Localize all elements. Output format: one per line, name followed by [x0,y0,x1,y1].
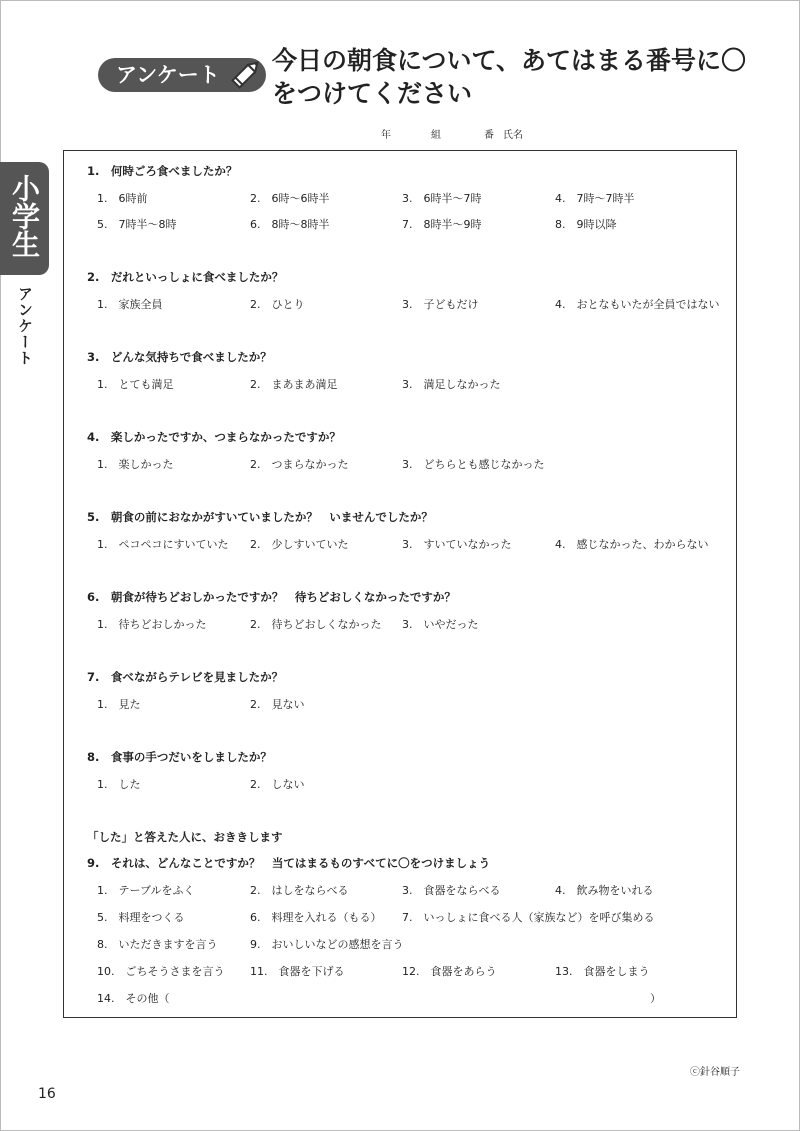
section-label: アンケート [16,286,34,366]
number-label: 番 [484,130,494,141]
q3-option-2[interactable]: 2. まあまあ満足 [250,378,338,391]
q5-option-3[interactable]: 3. すいていなかった [402,538,512,551]
q9-note: 「した」と答えた人に、おききします [87,830,283,844]
q9-option-10[interactable]: 10. ごちそうさまを言う [97,965,225,978]
question-4: 4. 楽しかったですか、つまらなかったですか？ [87,430,341,444]
q5-option-1[interactable]: 1. ペコペコにすいていた [97,538,229,551]
q9-option-5[interactable]: 5. 料理をつくる [97,911,185,924]
q1-option-6[interactable]: 6. 8時～8時半 [250,218,330,231]
q9-option-2[interactable]: 2. はしをならべる [250,884,349,897]
question-1: 1. 何時ごろ食べましたか？ [87,164,238,178]
q1-option-5[interactable]: 5. 7時半～8時 [97,218,177,231]
q1-option-2[interactable]: 2. 6時～6時半 [250,192,330,205]
q8-option-2[interactable]: 2. しない [250,778,305,791]
q4-option-2[interactable]: 2. つまらなかった [250,458,349,471]
q3-option-1[interactable]: 1. とても満足 [97,378,174,391]
q9-option-7[interactable]: 7. いっしょに食べる人（家族など）を呼び集める [402,911,655,924]
q9-option-4[interactable]: 4. 飲み物をいれる [555,884,654,897]
question-7: 7. 食べながらテレビを見ましたか？ [87,670,284,684]
category-tab-label: 小学生 [8,174,41,258]
q2-option-2[interactable]: 2. ひとり [250,298,305,311]
copyright-credit: ⓒ針谷順子 [690,1067,740,1078]
q1-option-1[interactable]: 1. 6時前 [97,192,148,205]
q2-option-3[interactable]: 3. 子どもだけ [402,298,479,311]
q9-option-14-close: ） [650,992,661,1005]
q9-option-8[interactable]: 8. いただきますを言う [97,938,218,951]
question-6: 6. 朝食が待ちどおしかったですか？ 待ちどおしくなかったですか？ [87,590,456,604]
q5-option-4[interactable]: 4. 感じなかった、わからない [555,538,709,551]
q2-option-1[interactable]: 1. 家族全員 [97,298,163,311]
q9-option-1[interactable]: 1. テーブルをふく [97,884,195,897]
question-8: 8. 食事の手つだいをしましたか？ [87,750,272,764]
q8-option-1[interactable]: 1. した [97,778,141,791]
q7-option-1[interactable]: 1. 見た [97,698,141,711]
q9-option-12[interactable]: 12. 食器をあらう [402,965,497,978]
q6-option-3[interactable]: 3. いやだった [402,618,479,631]
q9-option-9[interactable]: 9. おいしいなどの感想を言う [250,938,404,951]
question-3: 3. どんな気持ちで食べましたか？ [87,350,272,364]
q4-option-3[interactable]: 3. どちらとも感じなかった [402,458,545,471]
category-tab [0,162,49,275]
q9-option-6[interactable]: 6. 料理を入れる（もる） [250,911,382,924]
q7-option-2[interactable]: 2. 見ない [250,698,305,711]
q1-option-8[interactable]: 8. 9時以降 [555,218,617,231]
pencil-icon [226,54,266,94]
q9-option-3[interactable]: 3. 食器をならべる [402,884,501,897]
survey-badge: アンケート [98,58,266,92]
q9-option-11[interactable]: 11. 食器を下げる [250,965,345,978]
class-label: 組 [431,130,441,141]
question-2: 2. だれといっしょに食べましたか？ [87,270,284,284]
q6-option-1[interactable]: 1. 待ちどおしかった [97,618,207,631]
q1-option-3[interactable]: 3. 6時半～7時 [402,192,482,205]
q9-option-14[interactable]: 14. その他（ [97,992,170,1005]
q9-option-13[interactable]: 13. 食器をしまう [555,965,650,978]
question-9: 9. それは、どんなことですか？ 当てはまるものすべてに〇をつけましょう [87,856,491,870]
q6-option-2[interactable]: 2. 待ちどおしくなかった [250,618,382,631]
question-5: 5. 朝食の前におなかがすいていましたか？ いませんでしたか？ [87,510,433,524]
q5-option-2[interactable]: 2. 少しすいていた [250,538,349,551]
grade-label: 年 [381,130,391,141]
q2-option-4[interactable]: 4. おとなもいたが全員ではない [555,298,720,311]
name-label: 氏名 [503,130,523,141]
page-title: 今日の朝食について、あてはまる番号に〇をつけてください [272,46,747,108]
q1-option-7[interactable]: 7. 8時半～9時 [402,218,482,231]
q4-option-1[interactable]: 1. 楽しかった [97,458,174,471]
q3-option-3[interactable]: 3. 満足しなかった [402,378,501,391]
page-number: 16 [38,1086,56,1102]
q1-option-4[interactable]: 4. 7時～7時半 [555,192,635,205]
